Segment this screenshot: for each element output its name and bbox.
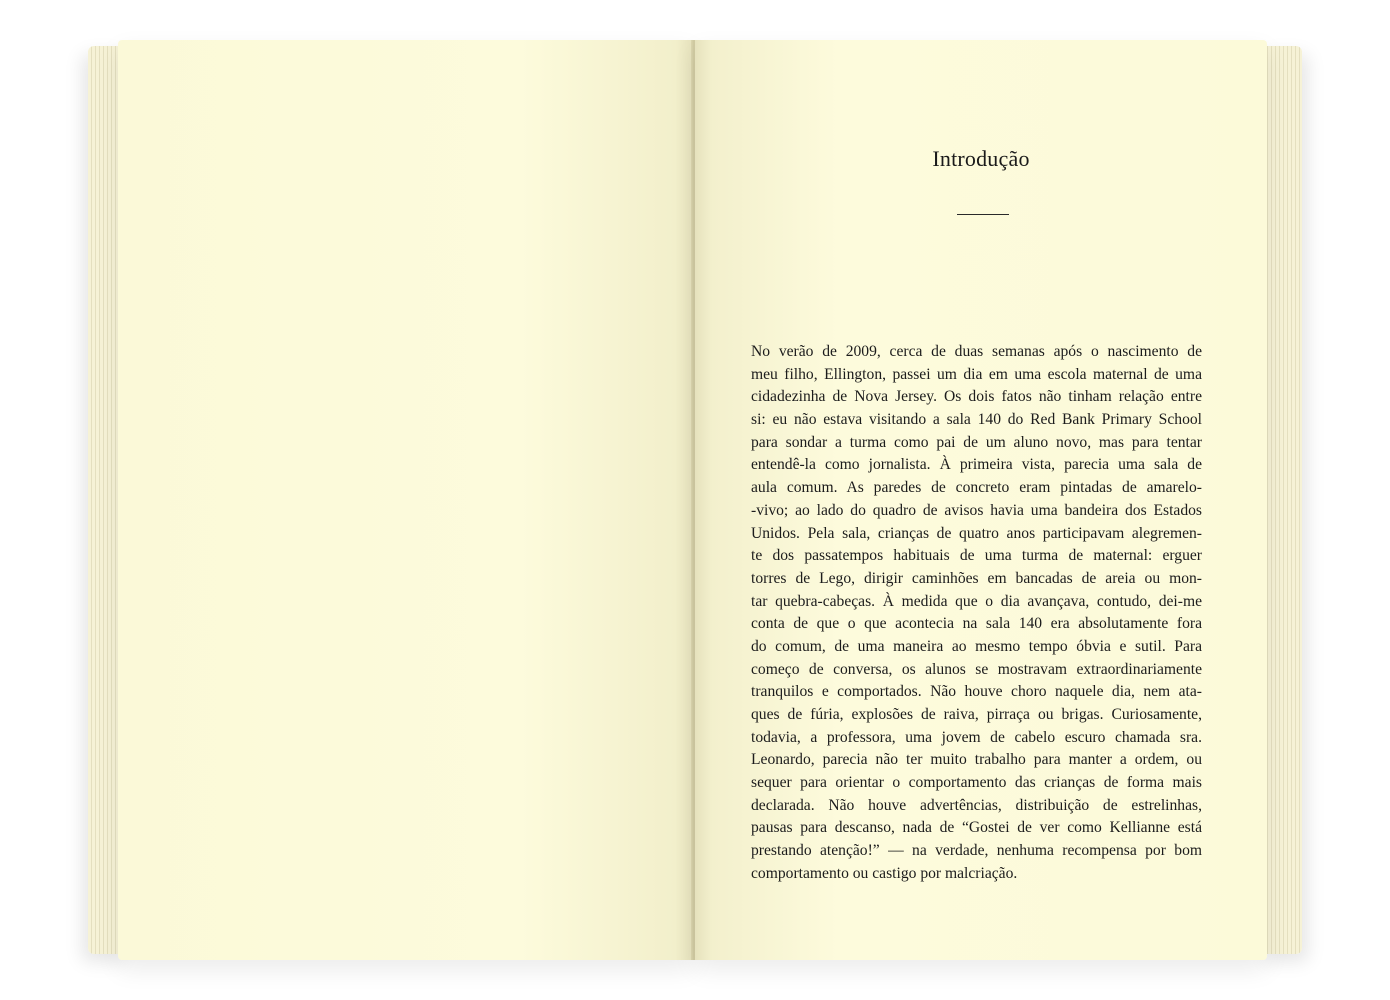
paragraph-line: No verão de 2009, cerca de duas semanas após o nascimento de [751, 343, 1202, 360]
left-page-blank [118, 40, 693, 960]
paragraph-line: conta de que o que acontecia na sala 140 era absolutamente fora [751, 615, 1202, 633]
paragraph-line: pausas para descanso, nada de “Gostei de ver como Kellianne está [751, 819, 1202, 837]
paragraph-line: meu filho, Ellington, passei um dia em uma escola maternal de uma [751, 365, 1202, 383]
paragraph-line: torres de Lego, dirigir caminhões em bancadas de areia ou mon- [751, 569, 1202, 587]
right-page [695, 40, 1267, 960]
paragraph-line: declarada. Não houve advertências, distribuição de estrelinhas, [751, 796, 1202, 814]
paragraph-line: todavia, a professora, uma jovem de cabelo escuro chamada sra. [751, 728, 1202, 746]
paragraph-line: do comum, de uma maneira ao mesmo tempo óbvia e sutil. Para [751, 637, 1202, 655]
paragraph-line: comportamento ou castigo por malcriação. [751, 864, 1018, 882]
body-paragraph [751, 341, 1202, 886]
paragraph-line: para sondar a turma como pai de um aluno novo, mas para tentar [751, 433, 1202, 451]
paragraph-line: cidadezinha de Nova Jersey. Os dois fatos não tinham relação entre [751, 388, 1202, 406]
paragraph-line: sequer para orientar o comportamento das crianças de forma mais [751, 774, 1202, 792]
paragraph-line: prestando atenção!” — na verdade, nenhuma recompensa por bom [751, 842, 1202, 860]
paragraph-line: tar quebra-cabeças. À medida que o dia avançava, contudo, dei-me [751, 592, 1202, 610]
paragraph-line: si: eu não estava visitando a sala 140 do Red Bank Primary School [751, 411, 1202, 429]
paragraph-line: Unidos. Pela sala, crianças de quatro anos participavam alegremen- [751, 524, 1202, 542]
paragraph-line: tranquilos e comportados. Não houve choro naquele dia, nem ata- [751, 683, 1202, 701]
title-divider [957, 214, 1009, 215]
paragraph-line: te dos passatempos habituais de uma turma de maternal: erguer [751, 547, 1202, 565]
paragraph-line: aula comum. As paredes de concreto eram pintadas de amarelo- [751, 479, 1202, 497]
paragraph-line: -vivo; ao lado do quadro de avisos havia uma bandeira dos Estados [751, 501, 1202, 519]
chapter-title: Introdução [932, 146, 1030, 171]
paragraph-line: Leonardo, parecia não ter muito trabalho para manter a ordem, ou [751, 751, 1202, 769]
paragraph-line: ques de fúria, explosões de raiva, pirraça ou brigas. Curiosamente, [751, 706, 1202, 723]
paragraph-line: entendê-la como jornalista. À primeira vista, parecia uma sala de [751, 456, 1202, 474]
open-book [88, 40, 1302, 960]
paragraph-line: começo de conversa, os alunos se mostravam extraordinariamente [751, 660, 1202, 678]
